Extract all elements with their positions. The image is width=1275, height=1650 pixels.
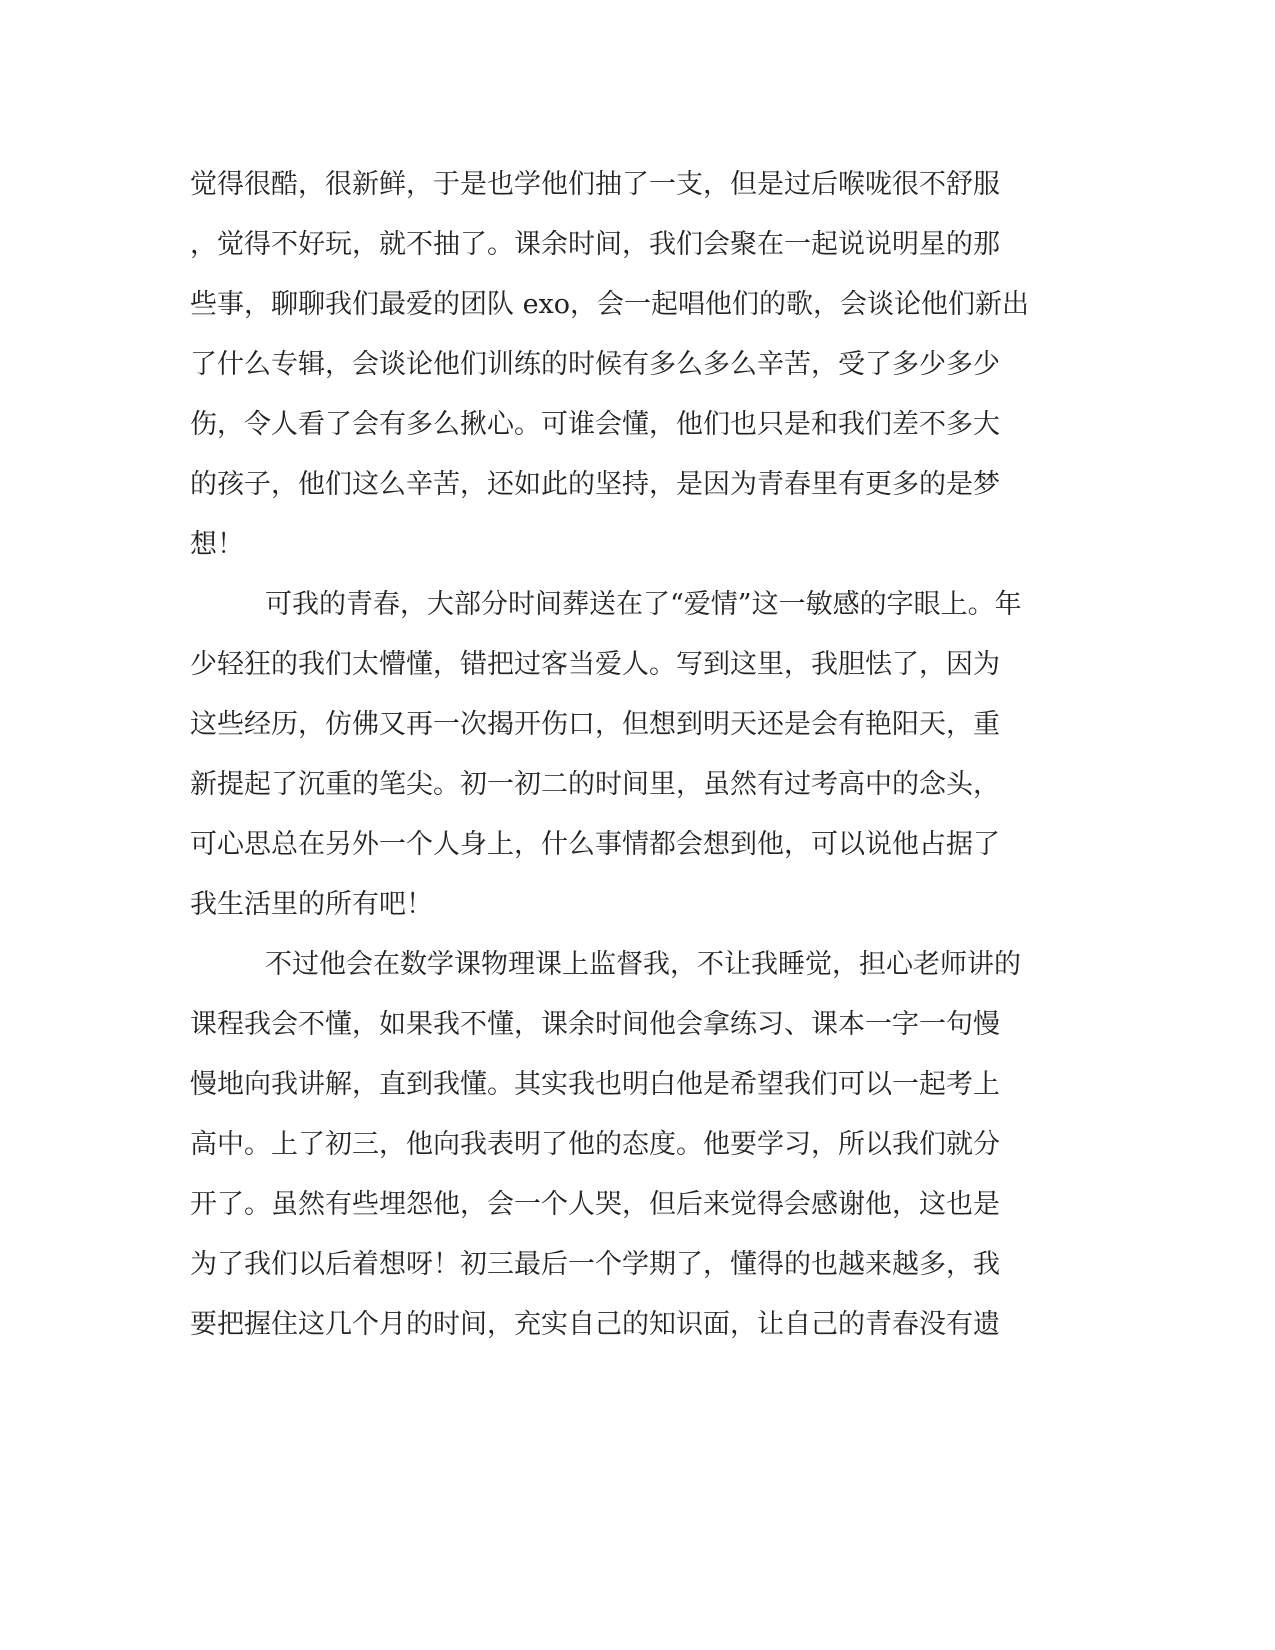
paragraph-start-line: 不过他会在数学课物理课上监督我，不让我睡觉，担心老师讲的 <box>265 949 1021 980</box>
text-line: 觉得很酷，很新鲜，于是也学他们抽了一支，但是过后喉咙很不舒服 <box>190 169 1000 200</box>
text-line: 课程我会不懂，如果我不懂，课余时间他会拿练习、课本一字一句慢 <box>190 1009 1000 1040</box>
text-line: 高中。上了初三，他向我表明了他的态度。他要学习，所以我们就分 <box>190 1129 1000 1160</box>
text-line: 我生活里的所有吧！ <box>190 889 433 920</box>
text-line: 可心思总在另外一个人身上，什么事情都会想到他，可以说他占据了 <box>190 829 1000 860</box>
text-line: 要把握住这几个月的时间，充实自己的知识面，让自己的青春没有遗 <box>190 1309 1000 1340</box>
text-line: 伤，令人看了会有多么揪心。可谁会懂，他们也只是和我们差不多大 <box>190 409 1000 440</box>
body-text <box>190 155 1090 1355</box>
text-line: 想！ <box>190 529 244 560</box>
text-line: 少轻狂的我们太懵懂，错把过客当爱人。写到这里，我胆怯了，因为 <box>190 649 1000 680</box>
text-line: 开了。虽然有些埋怨他，会一个人哭，但后来觉得会感谢他，这也是 <box>190 1189 1000 1220</box>
text-line: ，觉得不好玩，就不抽了。课余时间，我们会聚在一起说说明星的那 <box>190 229 1000 260</box>
text-line: 为了我们以后着想呀！初三最后一个学期了，懂得的也越来越多，我 <box>190 1249 1000 1280</box>
text-line: 慢地向我讲解，直到我懂。其实我也明白他是希望我们可以一起考上 <box>190 1069 1000 1100</box>
text-line: 些事，聊聊我们最爱的团队 exo，会一起唱他们的歌，会谈论他们新出 <box>190 289 1030 320</box>
text-line: 新提起了沉重的笔尖。初一初二的时间里，虽然有过考高中的念头， <box>190 769 1000 800</box>
text-line: 了什么专辑，会谈论他们训练的时候有多么多么辛苦，受了多少多少 <box>190 349 1000 380</box>
text-line: 这些经历，仿佛又再一次揭开伤口，但想到明天还是会有艳阳天，重 <box>190 709 1000 740</box>
text-line: 的孩子，他们这么辛苦，还如此的坚持，是因为青春里有更多的是梦 <box>190 469 1000 500</box>
paragraph-start-line: 可我的青春，大部分时间葬送在了“爱情”这一敏感的字眼上。年 <box>265 589 1022 620</box>
